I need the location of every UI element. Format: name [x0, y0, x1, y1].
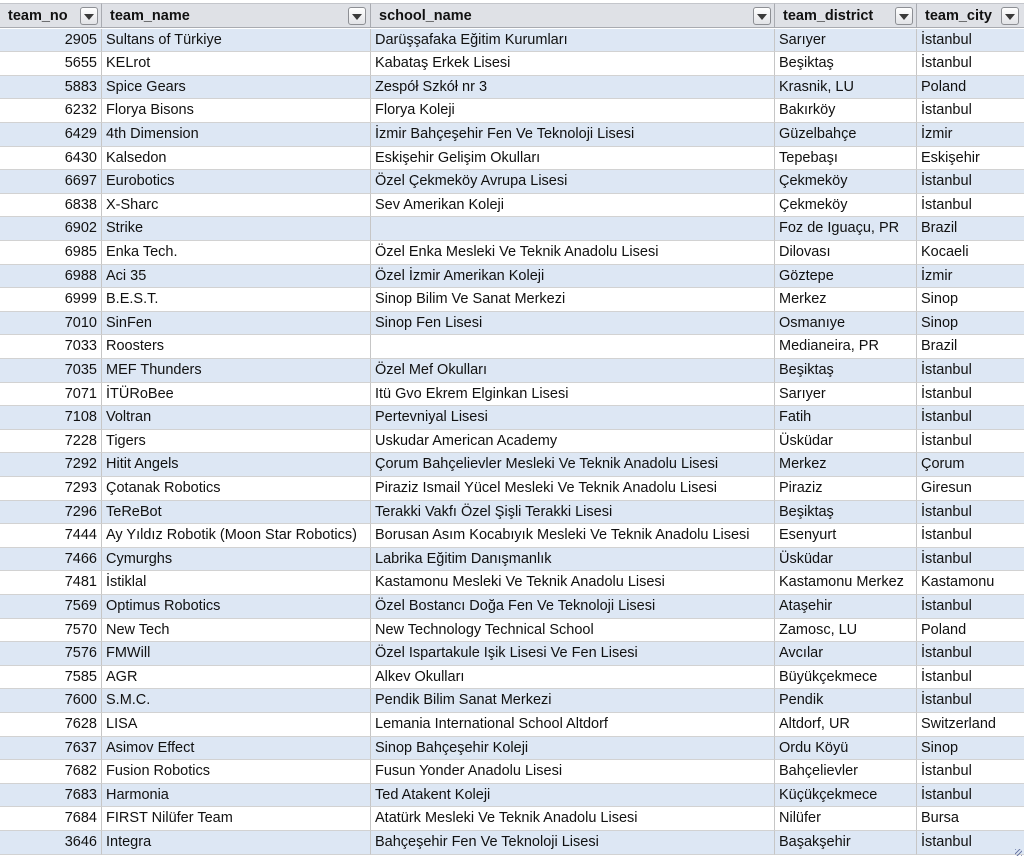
- team-no-cell[interactable]: 7010: [0, 312, 102, 336]
- table-row[interactable]: [0, 760, 1024, 784]
- team-name-cell[interactable]: B.E.S.T.: [102, 288, 371, 312]
- team-no-cell[interactable]: 3646: [0, 831, 102, 855]
- team-district-cell[interactable]: Merkez: [775, 288, 917, 312]
- team-city-cell[interactable]: Sinop: [917, 312, 1024, 336]
- team-district-cell[interactable]: Beşiktaş: [775, 52, 917, 76]
- team-no-cell[interactable]: 6430: [0, 147, 102, 171]
- team-city-cell[interactable]: İstanbul: [917, 760, 1024, 784]
- team-name-cell[interactable]: MEF Thunders: [102, 359, 371, 383]
- table-row[interactable]: [0, 430, 1024, 454]
- table-row[interactable]: [0, 666, 1024, 690]
- team-city-cell[interactable]: Giresun: [917, 477, 1024, 501]
- team-district-cell[interactable]: Sarıyer: [775, 29, 917, 53]
- team-city-cell[interactable]: Sinop: [917, 737, 1024, 761]
- school-name-cell[interactable]: Kabataş Erkek Lisesi: [371, 52, 775, 76]
- column-header-team-name[interactable]: [102, 3, 371, 28]
- table-row[interactable]: [0, 807, 1024, 831]
- team-no-cell[interactable]: 7466: [0, 548, 102, 572]
- team-city-cell[interactable]: İstanbul: [917, 689, 1024, 713]
- team-name-cell[interactable]: Asimov Effect: [102, 737, 371, 761]
- team-no-cell[interactable]: 6697: [0, 170, 102, 194]
- team-city-cell[interactable]: Brazil: [917, 335, 1024, 359]
- table-row[interactable]: [0, 265, 1024, 289]
- team-name-cell[interactable]: Enka Tech.: [102, 241, 371, 265]
- column-header-team-district[interactable]: [775, 3, 917, 28]
- team-city-cell[interactable]: Sinop: [917, 288, 1024, 312]
- column-header-label: team_name: [110, 8, 190, 24]
- team-district-cell[interactable]: Merkez: [775, 453, 917, 477]
- team-city-cell[interactable]: İstanbul: [917, 406, 1024, 430]
- team-district-cell[interactable]: Dilovası: [775, 241, 917, 265]
- team-city-cell[interactable]: Brazil: [917, 217, 1024, 241]
- team-city-cell[interactable]: İstanbul: [917, 99, 1024, 123]
- team-city-cell[interactable]: Eskişehir: [917, 147, 1024, 171]
- team-district-cell[interactable]: Sarıyer: [775, 383, 917, 407]
- school-name-cell[interactable]: Ted Atakent Koleji: [371, 784, 775, 808]
- team-city-cell[interactable]: İzmir: [917, 265, 1024, 289]
- table-row[interactable]: [0, 312, 1024, 336]
- team-name-cell[interactable]: TeReBot: [102, 501, 371, 525]
- team-name-cell[interactable]: Optimus Robotics: [102, 595, 371, 619]
- team-district-cell[interactable]: Altdorf, UR: [775, 713, 917, 737]
- school-name-cell[interactable]: Florya Koleji: [371, 99, 775, 123]
- team-city-cell[interactable]: İstanbul: [917, 430, 1024, 454]
- school-name-cell[interactable]: Özel Mef Okulları: [371, 359, 775, 383]
- school-name-cell[interactable]: Itü Gvo Ekrem Elginkan Lisesi: [371, 383, 775, 407]
- table-row[interactable]: [0, 52, 1024, 76]
- table-row[interactable]: [0, 241, 1024, 265]
- table-row[interactable]: [0, 831, 1024, 855]
- school-name-cell[interactable]: Lemania International School Altdorf: [371, 713, 775, 737]
- team-name-cell[interactable]: Voltran: [102, 406, 371, 430]
- table-row[interactable]: [0, 477, 1024, 501]
- team-name-cell[interactable]: Tigers: [102, 430, 371, 454]
- table-row[interactable]: [0, 76, 1024, 100]
- column-header-team-city[interactable]: [917, 3, 1024, 28]
- team-name-cell[interactable]: Çotanak Robotics: [102, 477, 371, 501]
- team-district-cell[interactable]: Medianeira, PR: [775, 335, 917, 359]
- team-no-cell[interactable]: 7108: [0, 406, 102, 430]
- school-name-cell[interactable]: Özel İzmir Amerikan Koleji: [371, 265, 775, 289]
- team-city-cell[interactable]: Çorum: [917, 453, 1024, 477]
- table-row[interactable]: [0, 548, 1024, 572]
- table-row[interactable]: [0, 689, 1024, 713]
- team-city-cell[interactable]: İstanbul: [917, 52, 1024, 76]
- team-no-cell[interactable]: 7576: [0, 642, 102, 666]
- table-row[interactable]: [0, 383, 1024, 407]
- team-city-cell[interactable]: Poland: [917, 76, 1024, 100]
- team-no-cell[interactable]: 7035: [0, 359, 102, 383]
- team-name-cell[interactable]: LISA: [102, 713, 371, 737]
- team-city-cell[interactable]: İstanbul: [917, 359, 1024, 383]
- school-name-cell[interactable]: Sinop Bilim Ve Sanat Merkezi: [371, 288, 775, 312]
- school-name-cell[interactable]: Bahçeşehir Fen Ve Teknoloji Lisesi: [371, 831, 775, 855]
- table-row[interactable]: [0, 453, 1024, 477]
- table-row[interactable]: [0, 123, 1024, 147]
- team-no-cell[interactable]: 5883: [0, 76, 102, 100]
- team-name-cell[interactable]: SinFen: [102, 312, 371, 336]
- team-no-cell[interactable]: 7628: [0, 713, 102, 737]
- team-city-cell[interactable]: İstanbul: [917, 29, 1024, 53]
- team-name-cell[interactable]: Ay Yıldız Robotik (Moon Star Robotics): [102, 524, 371, 548]
- team-name-cell[interactable]: Eurobotics: [102, 170, 371, 194]
- team-no-cell[interactable]: 6838: [0, 194, 102, 218]
- table-row[interactable]: [0, 571, 1024, 595]
- team-district-cell[interactable]: Pendik: [775, 689, 917, 713]
- table-row[interactable]: [0, 501, 1024, 525]
- table-row[interactable]: [0, 29, 1024, 53]
- team-no-cell[interactable]: 7637: [0, 737, 102, 761]
- team-city-cell[interactable]: İstanbul: [917, 383, 1024, 407]
- table-row[interactable]: [0, 288, 1024, 312]
- team-name-cell[interactable]: FMWill: [102, 642, 371, 666]
- team-name-cell[interactable]: New Tech: [102, 619, 371, 643]
- team-district-cell[interactable]: Büyükçekmece: [775, 666, 917, 690]
- team-district-cell[interactable]: Avcılar: [775, 642, 917, 666]
- team-no-cell[interactable]: 7682: [0, 760, 102, 784]
- team-no-cell[interactable]: 7071: [0, 383, 102, 407]
- team-name-cell[interactable]: Florya Bisons: [102, 99, 371, 123]
- team-city-cell[interactable]: Bursa: [917, 807, 1024, 831]
- team-district-cell[interactable]: Çekmeköy: [775, 170, 917, 194]
- table-row[interactable]: [0, 619, 1024, 643]
- table-row[interactable]: [0, 784, 1024, 808]
- header-row: [0, 3, 1024, 28]
- team-no-cell[interactable]: 7569: [0, 595, 102, 619]
- team-city-cell[interactable]: İstanbul: [917, 524, 1024, 548]
- school-name-cell[interactable]: Zespół Szkół nr 3: [371, 76, 775, 100]
- team-district-cell[interactable]: Bahçelievler: [775, 760, 917, 784]
- team-no-cell[interactable]: 7585: [0, 666, 102, 690]
- filter-dropdown-icon[interactable]: [753, 7, 771, 25]
- school-name-cell[interactable]: Piraziz Ismail Yücel Mesleki Ve Teknik Anadolu Lisesi: [371, 477, 775, 501]
- table-row[interactable]: [0, 147, 1024, 171]
- team-name-cell[interactable]: Roosters: [102, 335, 371, 359]
- team-no-cell[interactable]: 7033: [0, 335, 102, 359]
- team-no-cell[interactable]: 6902: [0, 217, 102, 241]
- team-name-cell[interactable]: Hitit Angels: [102, 453, 371, 477]
- team-no-cell[interactable]: 7293: [0, 477, 102, 501]
- school-name-cell[interactable]: Özel Bostancı Doğa Fen Ve Teknoloji Lisesi: [371, 595, 775, 619]
- table-row[interactable]: [0, 217, 1024, 241]
- team-district-cell[interactable]: Çekmeköy: [775, 194, 917, 218]
- team-no-cell[interactable]: 6985: [0, 241, 102, 265]
- team-no-cell[interactable]: 7296: [0, 501, 102, 525]
- team-city-cell[interactable]: İzmir: [917, 123, 1024, 147]
- school-name-cell[interactable]: Eskişehir Gelişim Okulları: [371, 147, 775, 171]
- team-district-cell[interactable]: Üsküdar: [775, 430, 917, 454]
- team-name-cell[interactable]: Sultans of Türkiye: [102, 29, 371, 53]
- team-no-cell[interactable]: 7444: [0, 524, 102, 548]
- table-row[interactable]: [0, 406, 1024, 430]
- school-name-cell[interactable]: [371, 335, 775, 359]
- team-city-cell[interactable]: İstanbul: [917, 831, 1024, 855]
- team-no-cell[interactable]: 5655: [0, 52, 102, 76]
- team-district-cell[interactable]: Bakırköy: [775, 99, 917, 123]
- team-city-cell[interactable]: İstanbul: [917, 642, 1024, 666]
- school-name-cell[interactable]: Labrika Eğitim Danışmanlık: [371, 548, 775, 572]
- team-district-cell[interactable]: Küçükçekmece: [775, 784, 917, 808]
- team-district-cell[interactable]: Krasnik, LU: [775, 76, 917, 100]
- team-district-cell[interactable]: Göztepe: [775, 265, 917, 289]
- table-row[interactable]: [0, 194, 1024, 218]
- school-name-cell[interactable]: Pendik Bilim Sanat Merkezi: [371, 689, 775, 713]
- team-name-cell[interactable]: Fusion Robotics: [102, 760, 371, 784]
- team-name-cell[interactable]: FIRST Nilüfer Team: [102, 807, 371, 831]
- team-city-cell[interactable]: İstanbul: [917, 170, 1024, 194]
- team-name-cell[interactable]: Spice Gears: [102, 76, 371, 100]
- team-city-cell[interactable]: Poland: [917, 619, 1024, 643]
- team-city-cell[interactable]: İstanbul: [917, 666, 1024, 690]
- team-city-cell[interactable]: İstanbul: [917, 595, 1024, 619]
- team-no-cell[interactable]: 7683: [0, 784, 102, 808]
- team-district-cell[interactable]: Ataşehir: [775, 595, 917, 619]
- school-name-cell[interactable]: Fusun Yonder Anadolu Lisesi: [371, 760, 775, 784]
- table-row[interactable]: [0, 642, 1024, 666]
- team-name-cell[interactable]: İstiklal: [102, 571, 371, 595]
- school-name-cell[interactable]: Sinop Bahçeşehir Koleji: [371, 737, 775, 761]
- team-no-cell[interactable]: 6232: [0, 99, 102, 123]
- table-row[interactable]: [0, 359, 1024, 383]
- team-name-cell[interactable]: X-Sharc: [102, 194, 371, 218]
- school-name-cell[interactable]: [371, 217, 775, 241]
- team-name-cell[interactable]: AGR: [102, 666, 371, 690]
- table-row[interactable]: [0, 335, 1024, 359]
- school-name-cell[interactable]: Kastamonu Mesleki Ve Teknik Anadolu Lisesi: [371, 571, 775, 595]
- table-row[interactable]: [0, 170, 1024, 194]
- school-name-cell[interactable]: Özel Enka Mesleki Ve Teknik Anadolu Lisesi: [371, 241, 775, 265]
- team-district-cell[interactable]: Nilüfer: [775, 807, 917, 831]
- column-header-label: team_district: [783, 8, 874, 24]
- team-name-cell[interactable]: S.M.C.: [102, 689, 371, 713]
- team-name-cell[interactable]: Integra: [102, 831, 371, 855]
- column-header-label: team_no: [8, 8, 68, 24]
- filter-dropdown-icon[interactable]: [80, 7, 98, 25]
- team-district-cell[interactable]: Zamosc, LU: [775, 619, 917, 643]
- team-city-cell[interactable]: İstanbul: [917, 548, 1024, 572]
- team-no-cell[interactable]: 7600: [0, 689, 102, 713]
- team-district-cell[interactable]: Piraziz: [775, 477, 917, 501]
- resize-handle-icon[interactable]: [1015, 849, 1022, 856]
- team-no-cell[interactable]: 7228: [0, 430, 102, 454]
- team-district-cell[interactable]: Kastamonu Merkez: [775, 571, 917, 595]
- team-no-cell[interactable]: 2905: [0, 29, 102, 53]
- team-city-cell[interactable]: Kastamonu: [917, 571, 1024, 595]
- column-header-label: school_name: [379, 8, 472, 24]
- school-name-cell[interactable]: Sinop Fen Lisesi: [371, 312, 775, 336]
- team-no-cell[interactable]: 7292: [0, 453, 102, 477]
- column-header-label: team_city: [925, 8, 992, 24]
- school-name-cell[interactable]: Çorum Bahçelievler Mesleki Ve Teknik Anadolu Lisesi: [371, 453, 775, 477]
- table-row[interactable]: [0, 713, 1024, 737]
- team-city-cell[interactable]: İstanbul: [917, 784, 1024, 808]
- school-name-cell[interactable]: Alkev Okulları: [371, 666, 775, 690]
- team-city-cell[interactable]: İstanbul: [917, 501, 1024, 525]
- filter-dropdown-icon[interactable]: [895, 7, 913, 25]
- school-name-cell[interactable]: Atatürk Mesleki Ve Teknik Anadolu Lisesi: [371, 807, 775, 831]
- team-no-cell[interactable]: 7570: [0, 619, 102, 643]
- school-name-cell[interactable]: Borusan Asım Kocabıyık Mesleki Ve Teknik Anadolu Lisesi: [371, 524, 775, 548]
- table-row[interactable]: [0, 595, 1024, 619]
- team-district-cell[interactable]: Esenyurt: [775, 524, 917, 548]
- team-name-cell[interactable]: Kalsedon: [102, 147, 371, 171]
- school-name-cell[interactable]: İzmir Bahçeşehir Fen Ve Teknoloji Lisesi: [371, 123, 775, 147]
- team-district-cell[interactable]: Osmanıye: [775, 312, 917, 336]
- team-no-cell[interactable]: 7684: [0, 807, 102, 831]
- filter-dropdown-icon[interactable]: [1001, 7, 1019, 25]
- team-district-cell[interactable]: Fatih: [775, 406, 917, 430]
- team-name-cell[interactable]: KELrot: [102, 52, 371, 76]
- team-no-cell[interactable]: 6999: [0, 288, 102, 312]
- team-name-cell[interactable]: İTÜRoBee: [102, 383, 371, 407]
- team-city-cell[interactable]: Kocaeli: [917, 241, 1024, 265]
- school-name-cell[interactable]: New Technology Technical School: [371, 619, 775, 643]
- team-district-cell[interactable]: Foz de Iguaçu, PR: [775, 217, 917, 241]
- team-district-cell[interactable]: Beşiktaş: [775, 501, 917, 525]
- table-row[interactable]: [0, 737, 1024, 761]
- school-name-cell[interactable]: Pertevniyal Lisesi: [371, 406, 775, 430]
- team-no-cell[interactable]: 6429: [0, 123, 102, 147]
- school-name-cell[interactable]: Sev Amerikan Koleji: [371, 194, 775, 218]
- team-district-cell[interactable]: Güzelbahçe: [775, 123, 917, 147]
- school-name-cell[interactable]: Özel Çekmeköy Avrupa Lisesi: [371, 170, 775, 194]
- team-district-cell[interactable]: Başakşehir: [775, 831, 917, 855]
- team-no-cell[interactable]: 7481: [0, 571, 102, 595]
- team-city-cell[interactable]: İstanbul: [917, 194, 1024, 218]
- column-header-school-name[interactable]: [371, 3, 775, 28]
- team-city-cell[interactable]: Switzerland: [917, 713, 1024, 737]
- team-district-cell[interactable]: Beşiktaş: [775, 359, 917, 383]
- school-name-cell[interactable]: Terakki Vakfı Özel Şişli Terakki Lisesi: [371, 501, 775, 525]
- team-district-cell[interactable]: Ordu Köyü: [775, 737, 917, 761]
- column-header-team-no[interactable]: [0, 3, 102, 28]
- table-row[interactable]: [0, 99, 1024, 123]
- team-name-cell[interactable]: Aci 35: [102, 265, 371, 289]
- team-district-cell[interactable]: Tepebaşı: [775, 147, 917, 171]
- team-name-cell[interactable]: Strike: [102, 217, 371, 241]
- table-row[interactable]: [0, 524, 1024, 548]
- school-name-cell[interactable]: Uskudar American Academy: [371, 430, 775, 454]
- team-no-cell[interactable]: 6988: [0, 265, 102, 289]
- team-name-cell[interactable]: Cymurghs: [102, 548, 371, 572]
- school-name-cell[interactable]: Özel Ispartakule Işik Lisesi Ve Fen Lisesi: [371, 642, 775, 666]
- team-district-cell[interactable]: Üsküdar: [775, 548, 917, 572]
- school-name-cell[interactable]: Darüşşafaka Eğitim Kurumları: [371, 29, 775, 53]
- filter-dropdown-icon[interactable]: [348, 7, 366, 25]
- team-name-cell[interactable]: 4th Dimension: [102, 123, 371, 147]
- team-name-cell[interactable]: Harmonia: [102, 784, 371, 808]
